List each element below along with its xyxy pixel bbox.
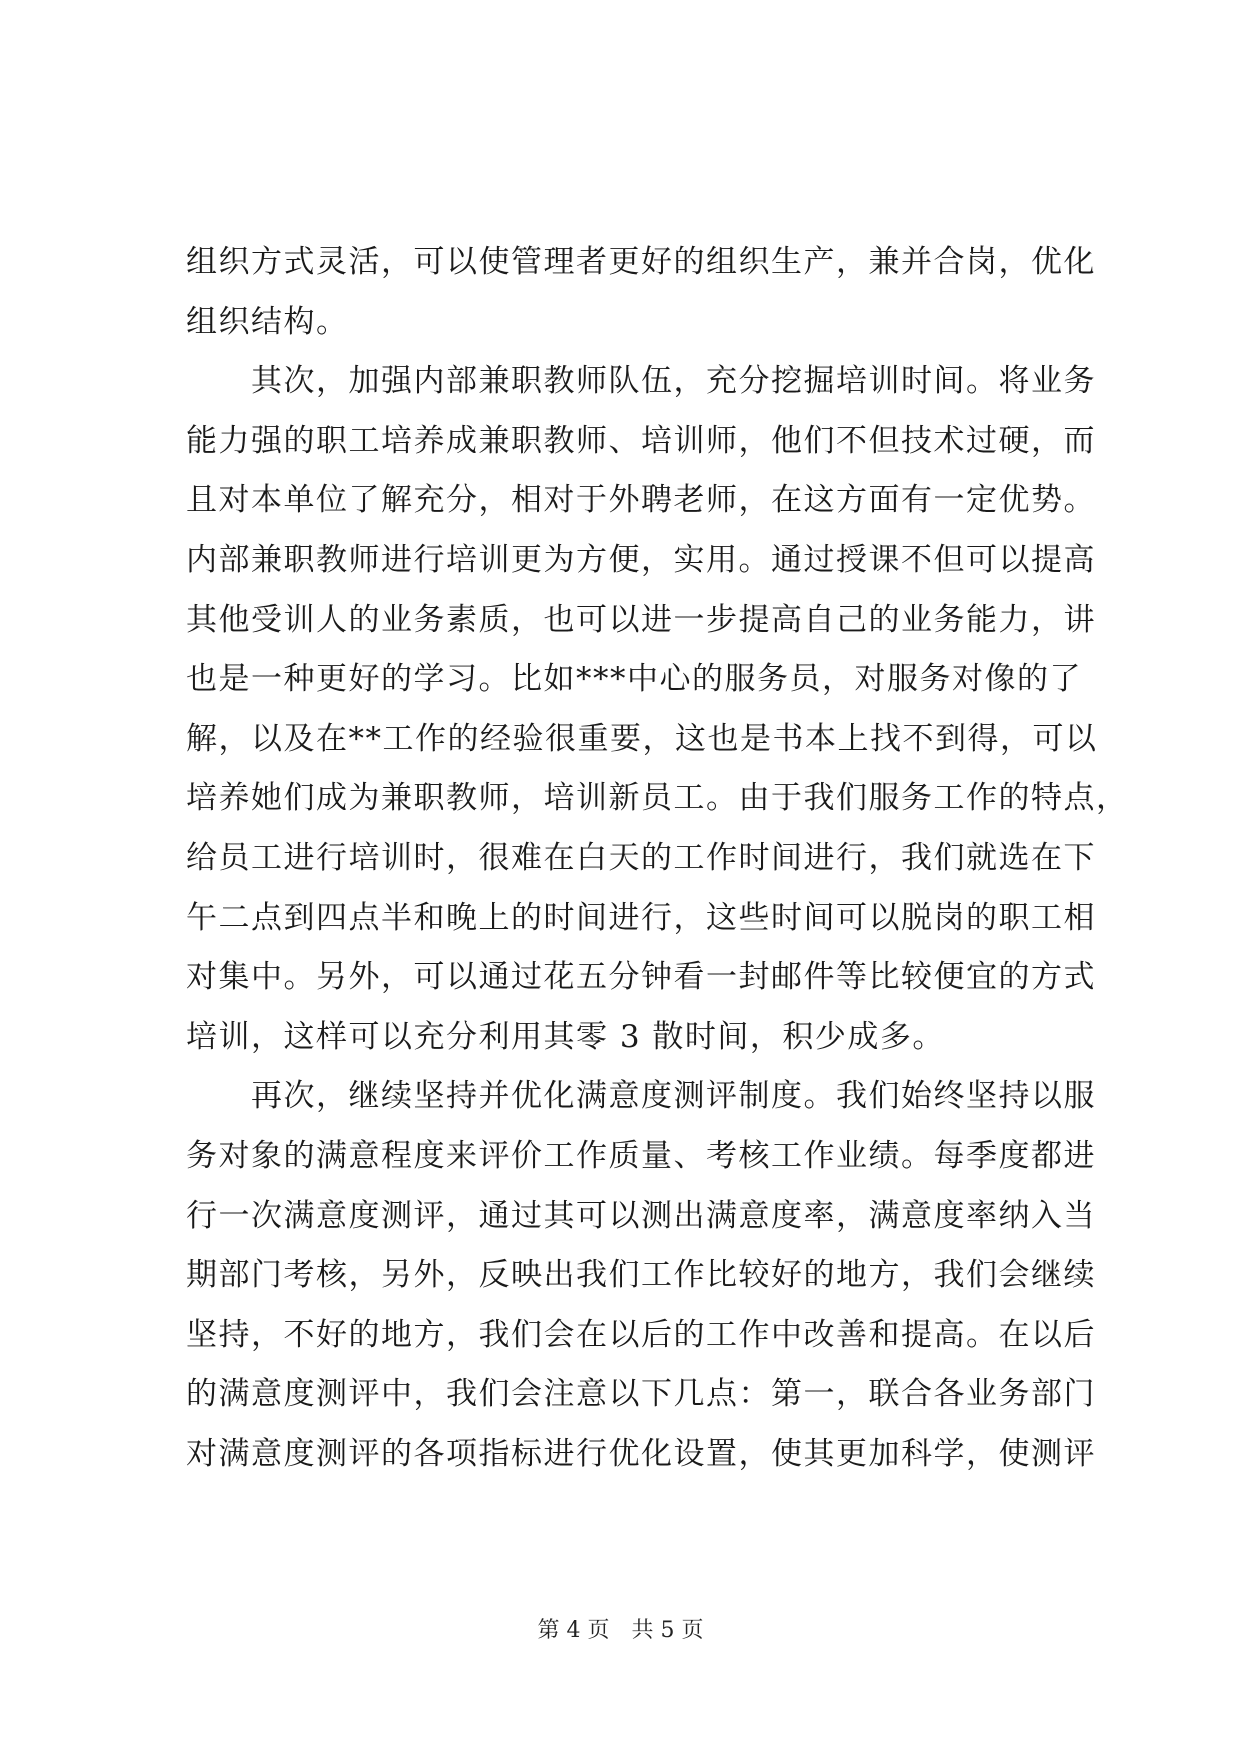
body-text	[186, 233, 1129, 1484]
text-line-21: 对满意度测评的各项指标进行优化设置，使其更加科学，使测评	[186, 1435, 1096, 1472]
text-line-19: 坚持，不好的地方，我们会在以后的工作中改善和提高。在以后	[186, 1316, 1096, 1353]
text-line-1: 组织方式灵活，可以使管理者更好的组织生产，兼并合岗，优化	[186, 244, 1096, 280]
text-line-3: 其次，加强内部兼职教师队伍，充分挖掘培训时间。将业务	[186, 363, 1096, 400]
text-line-18: 期部门考核，另外，反映出我们工作比较好的地方，我们会继续	[186, 1257, 1096, 1294]
text-line-20: 的满意度测评中，我们会注意以下几点：第一，联合各业务部门	[186, 1376, 1096, 1413]
text-line-13: 对集中。另外，可以通过花五分钟看一封邮件等比较便宜的方式	[186, 959, 1096, 996]
text-line-8: 也是一种更好的学习。比如***中心的服务员，对服务对像的了	[186, 661, 1082, 698]
text-line-6: 内部兼职教师进行培训更为方便，实用。通过授课不但可以提高	[186, 541, 1096, 578]
text-line-15: 再次，继续坚持并优化满意度测评制度。我们始终坚持以服	[186, 1078, 1096, 1115]
page-footer: 第 4 页 共 5 页	[537, 1618, 704, 1643]
text-line-9: 解，以及在**工作的经验很重要，这也是书本上找不到得，可以	[186, 720, 1098, 757]
text-line-14: 培训，这样可以充分利用其零 3 散时间，积少成多。	[186, 1018, 945, 1055]
text-line-17: 行一次满意度测评，通过其可以测出满意度率，满意度率纳入当	[186, 1197, 1096, 1234]
text-line-5: 且对本单位了解充分，相对于外聘老师，在这方面有一定优势。	[186, 482, 1096, 519]
text-line-11: 给员工进行培训时，很难在白天的工作时间进行，我们就选在下	[186, 839, 1096, 876]
text-line-2: 组织结构。	[186, 303, 349, 340]
text-line-10: 培养她们成为兼职教师，培训新员工。由于我们服务工作的特点，	[186, 780, 1129, 817]
text-line-4: 能力强的职工培养成兼职教师、培训师，他们不但技术过硬，而	[186, 422, 1096, 459]
text-line-16: 务对象的满意程度来评价工作质量、考核工作业绩。每季度都进	[186, 1137, 1096, 1174]
text-line-12: 午二点到四点半和晚上的时间进行，这些时间可以脱岗的职工相	[186, 899, 1096, 936]
text-line-7: 其他受训人的业务素质，也可以进一步提高自己的业务能力，讲	[186, 601, 1096, 638]
